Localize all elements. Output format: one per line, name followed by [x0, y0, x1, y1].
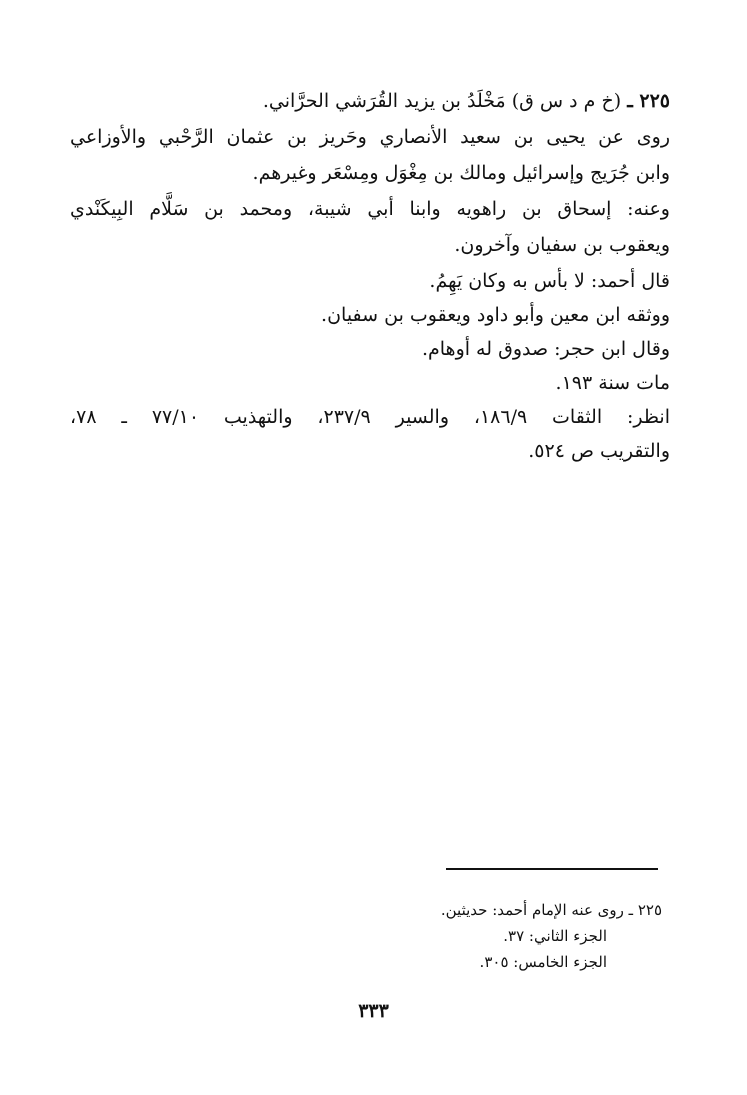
entry-line-3: وعنه: إسحاق بن راهويه وابنا أبي شيبة، ومحمد بن سَلَّام البِيكَنْدي [70, 198, 670, 220]
entry-line-4: ويعقوب بن سفيان وآخرون. [454, 234, 670, 256]
entry-line-2: وابن جُرَيج وإسرائيل ومالك بن مِغْوَل ومِسْعَر وغيرهم. [252, 162, 670, 184]
entry-line-8: مات سنة ١٩٣. [555, 372, 670, 394]
entry-body [70, 84, 670, 464]
entry-line-7: وقال ابن حجر: صدوق له أوهام. [421, 338, 670, 360]
page-number: ٣٣٣ [358, 1000, 389, 1022]
footnote-line-2: الجزء الثاني: ٣٧. [503, 927, 607, 945]
entry-line-5: قال أحمد: لا بأس به وكان يَهِمُ. [429, 270, 670, 292]
footnote-line-3: الجزء الخامس: ٣٠٥. [479, 953, 607, 971]
entry-line-6: ووثقه ابن معين وأبو داود ويعقوب بن سفيان. [321, 304, 670, 326]
entry-line-10: والتقريب ص ٥٢٤. [528, 440, 670, 462]
entry-number: ٢٢٥ ـ [627, 90, 670, 112]
entry-line-1: روى عن يحيى بن سعيد الأنصاري وحَريز بن عثمان الرَّحْبي والأوزاعي [70, 126, 670, 148]
entry-heading-line [263, 84, 670, 118]
footnote-separator [446, 868, 658, 870]
footnote-line-1: ٢٢٥ ـ روى عنه الإمام أحمد: حديثين. [440, 901, 662, 919]
entry-heading: (خ م د س ق) مَخْلَدُ بن يزيد القُرَشي الحرَّاني. [262, 90, 622, 112]
entry-line-9: انظر: الثقات ١٨٦/٩، والسير ٢٣٧/٩، والتهذيب ٧٧/١٠ ـ ٧٨، [70, 406, 670, 428]
